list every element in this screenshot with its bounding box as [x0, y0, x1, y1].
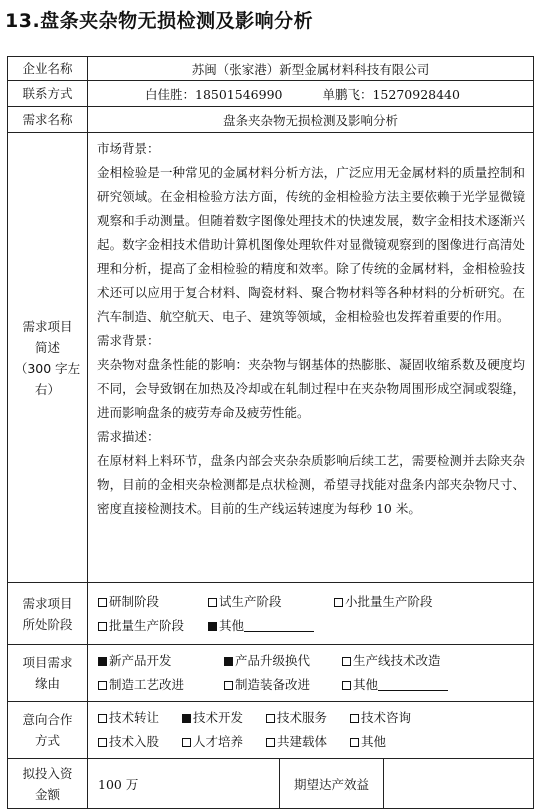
reason-checkbox-upgrade[interactable] — [224, 657, 233, 666]
cooperation-label — [8, 702, 88, 759]
coop-checkbox-service[interactable] — [266, 714, 275, 723]
stage-checkbox-small-batch[interactable] — [334, 598, 343, 607]
cooperation-options — [88, 702, 534, 759]
stage-row — [8, 583, 534, 645]
coop-option-development[interactable]: 技术开发 — [182, 706, 266, 730]
expected-benefit-label: 期望达产效益 — [280, 759, 384, 809]
reason-option-line-upgrade[interactable]: 生产线技术改造 — [342, 649, 441, 673]
demand-background-heading: 需求背景： — [97, 333, 160, 348]
coop-checkbox-development[interactable] — [182, 714, 191, 723]
company-label: 企业名称 — [8, 57, 88, 81]
coop-checkbox-equity[interactable] — [98, 738, 107, 747]
stage-label — [8, 583, 88, 645]
reason-checkbox-line-upgrade[interactable] — [342, 657, 351, 666]
company-value: 苏闽（张家港）新型金属材料科技有限公司 — [88, 57, 534, 81]
reason-label-line-1: 项目需求 — [22, 655, 73, 670]
reason-option-new-product[interactable]: 新产品开发 — [98, 649, 224, 673]
demand-description-text: 在原材料上料环节，盘条内部会夹杂杂质影响后续工艺，需要检测并去除夹杂物，目前的金相夹杂检测都是点状检测，希望寻找能对盘条内部夹杂物尺寸、密度直接检测技术。目前的生产线运转速度为每秒 10 米。 — [97, 453, 526, 516]
description-label-line-1: 需求项目 — [22, 318, 73, 334]
investment-label-line-1: 拟投入资 — [22, 765, 73, 781]
page-title: 13.盘条夹杂物无损检测及影响分析 — [5, 10, 314, 32]
description-label-line-4: 右） — [34, 381, 60, 397]
reason-options — [88, 645, 534, 702]
reason-checkbox-process[interactable] — [98, 681, 107, 690]
coop-option-service[interactable]: 技术服务 — [266, 706, 350, 730]
reason-checkbox-other[interactable] — [342, 681, 351, 690]
stage-option-research[interactable]: 研制阶段 — [98, 590, 208, 614]
description-body — [88, 133, 534, 583]
stage-label-line-2: 所处阶段 — [22, 616, 73, 632]
cooperation-label-line-1: 意向合作 — [22, 712, 73, 727]
coop-checkbox-other[interactable] — [350, 738, 359, 747]
coop-checkbox-carrier[interactable] — [266, 738, 275, 747]
cooperation-label-line-2: 方式 — [34, 733, 60, 748]
description-label — [8, 133, 88, 583]
demand-name-label: 需求名称 — [8, 107, 88, 133]
reason-other-blank[interactable] — [378, 678, 448, 691]
coop-option-other[interactable]: 其他 — [350, 730, 386, 754]
demand-description-heading: 需求描述： — [97, 429, 160, 444]
contact-value — [88, 81, 534, 107]
reason-row — [8, 645, 534, 702]
stage-options — [88, 583, 534, 645]
stage-option-small-batch[interactable]: 小批量生产阶段 — [334, 590, 433, 614]
investment-label-line-2: 金额 — [34, 786, 60, 802]
reason-option-process[interactable]: 制造工艺改进 — [98, 673, 224, 697]
coop-checkbox-transfer[interactable] — [98, 714, 107, 723]
stage-checkbox-trial[interactable] — [208, 598, 217, 607]
investment-label — [8, 759, 88, 809]
reason-label — [8, 645, 88, 702]
investment-value: 100 万 — [88, 759, 280, 809]
description-row — [8, 133, 534, 583]
contact-label: 联系方式 — [8, 81, 88, 107]
stage-label-line-1: 需求项目 — [22, 595, 73, 611]
coop-checkbox-talent[interactable] — [182, 738, 191, 747]
description-label-line-2: 简述 — [34, 339, 60, 355]
reason-option-equipment[interactable]: 制造装备改进 — [224, 673, 342, 697]
coop-option-equity[interactable]: 技术入股 — [98, 730, 182, 754]
coop-option-consulting[interactable]: 技术咨询 — [350, 706, 411, 730]
company-row — [8, 57, 534, 81]
demand-name-value: 盘条夹杂物无损检测及影响分析 — [88, 107, 534, 133]
coop-option-talent[interactable]: 人才培养 — [182, 730, 266, 754]
stage-checkbox-research[interactable] — [98, 598, 107, 607]
demand-form-table — [7, 56, 534, 809]
contact-row — [8, 81, 534, 107]
stage-checkbox-other[interactable] — [208, 622, 217, 631]
stage-option-other[interactable]: 其他 — [208, 614, 314, 638]
coop-checkbox-consulting[interactable] — [350, 714, 359, 723]
reason-checkbox-equipment[interactable] — [224, 681, 233, 690]
contact-person-2: 单鹏飞：15270928440 — [322, 86, 460, 102]
coop-option-carrier[interactable]: 共建载体 — [266, 730, 350, 754]
reason-label-line-2: 缘由 — [34, 676, 60, 691]
contact-person-1: 白佳胜：18501546990 — [145, 86, 283, 102]
stage-checkbox-mass[interactable] — [98, 622, 107, 631]
market-background-text: 金相检验是一种常见的金属材料分析方法，广泛应用无金属材料的质量控制和研究领域。在金相检验方法方面，传统的金相检验方法主要依赖于光学显微镜观察和手动测量。但随着数字图像处理技术的快速发展，数字金相技术逐渐兴起。数字金相技术借助计算机图像处理软件对显微镜观察到的图像进行高清处理和分析，提高了金相检验的精度和效率。除了传统的金属材料，金相检验技术还可以应用于复合材料、陶瓷材料、聚合物材料等各种材料的分析研究。在汽车制造、航空航天、电子、建筑等领域，金相检验也发挥着重要的作用。 — [97, 165, 526, 324]
stage-option-mass[interactable]: 批量生产阶段 — [98, 614, 208, 638]
coop-option-transfer[interactable]: 技术转让 — [98, 706, 182, 730]
reason-option-upgrade[interactable]: 产品升级换代 — [224, 649, 342, 673]
reason-checkbox-new-product[interactable] — [98, 657, 107, 666]
reason-option-other[interactable]: 其他 — [342, 673, 448, 697]
stage-other-blank[interactable] — [244, 619, 314, 632]
market-background-heading: 市场背景： — [97, 141, 160, 156]
investment-row — [8, 759, 534, 809]
cooperation-row — [8, 702, 534, 759]
description-label-line-3: （300 字左 — [14, 360, 81, 376]
expected-benefit-value — [384, 759, 534, 809]
stage-option-trial[interactable]: 试生产阶段 — [208, 590, 334, 614]
demand-name-row — [8, 107, 534, 133]
demand-background-text: 夹杂物对盘条性能的影响：夹杂物与钢基体的热膨胀、凝固收缩系数及硬度均不同，会导致钢在加热及冷却或在轧制过程中在夹杂物周围形成空洞或裂缝，进而影响盘条的疲劳寿命及疲劳性能。 — [97, 357, 526, 420]
